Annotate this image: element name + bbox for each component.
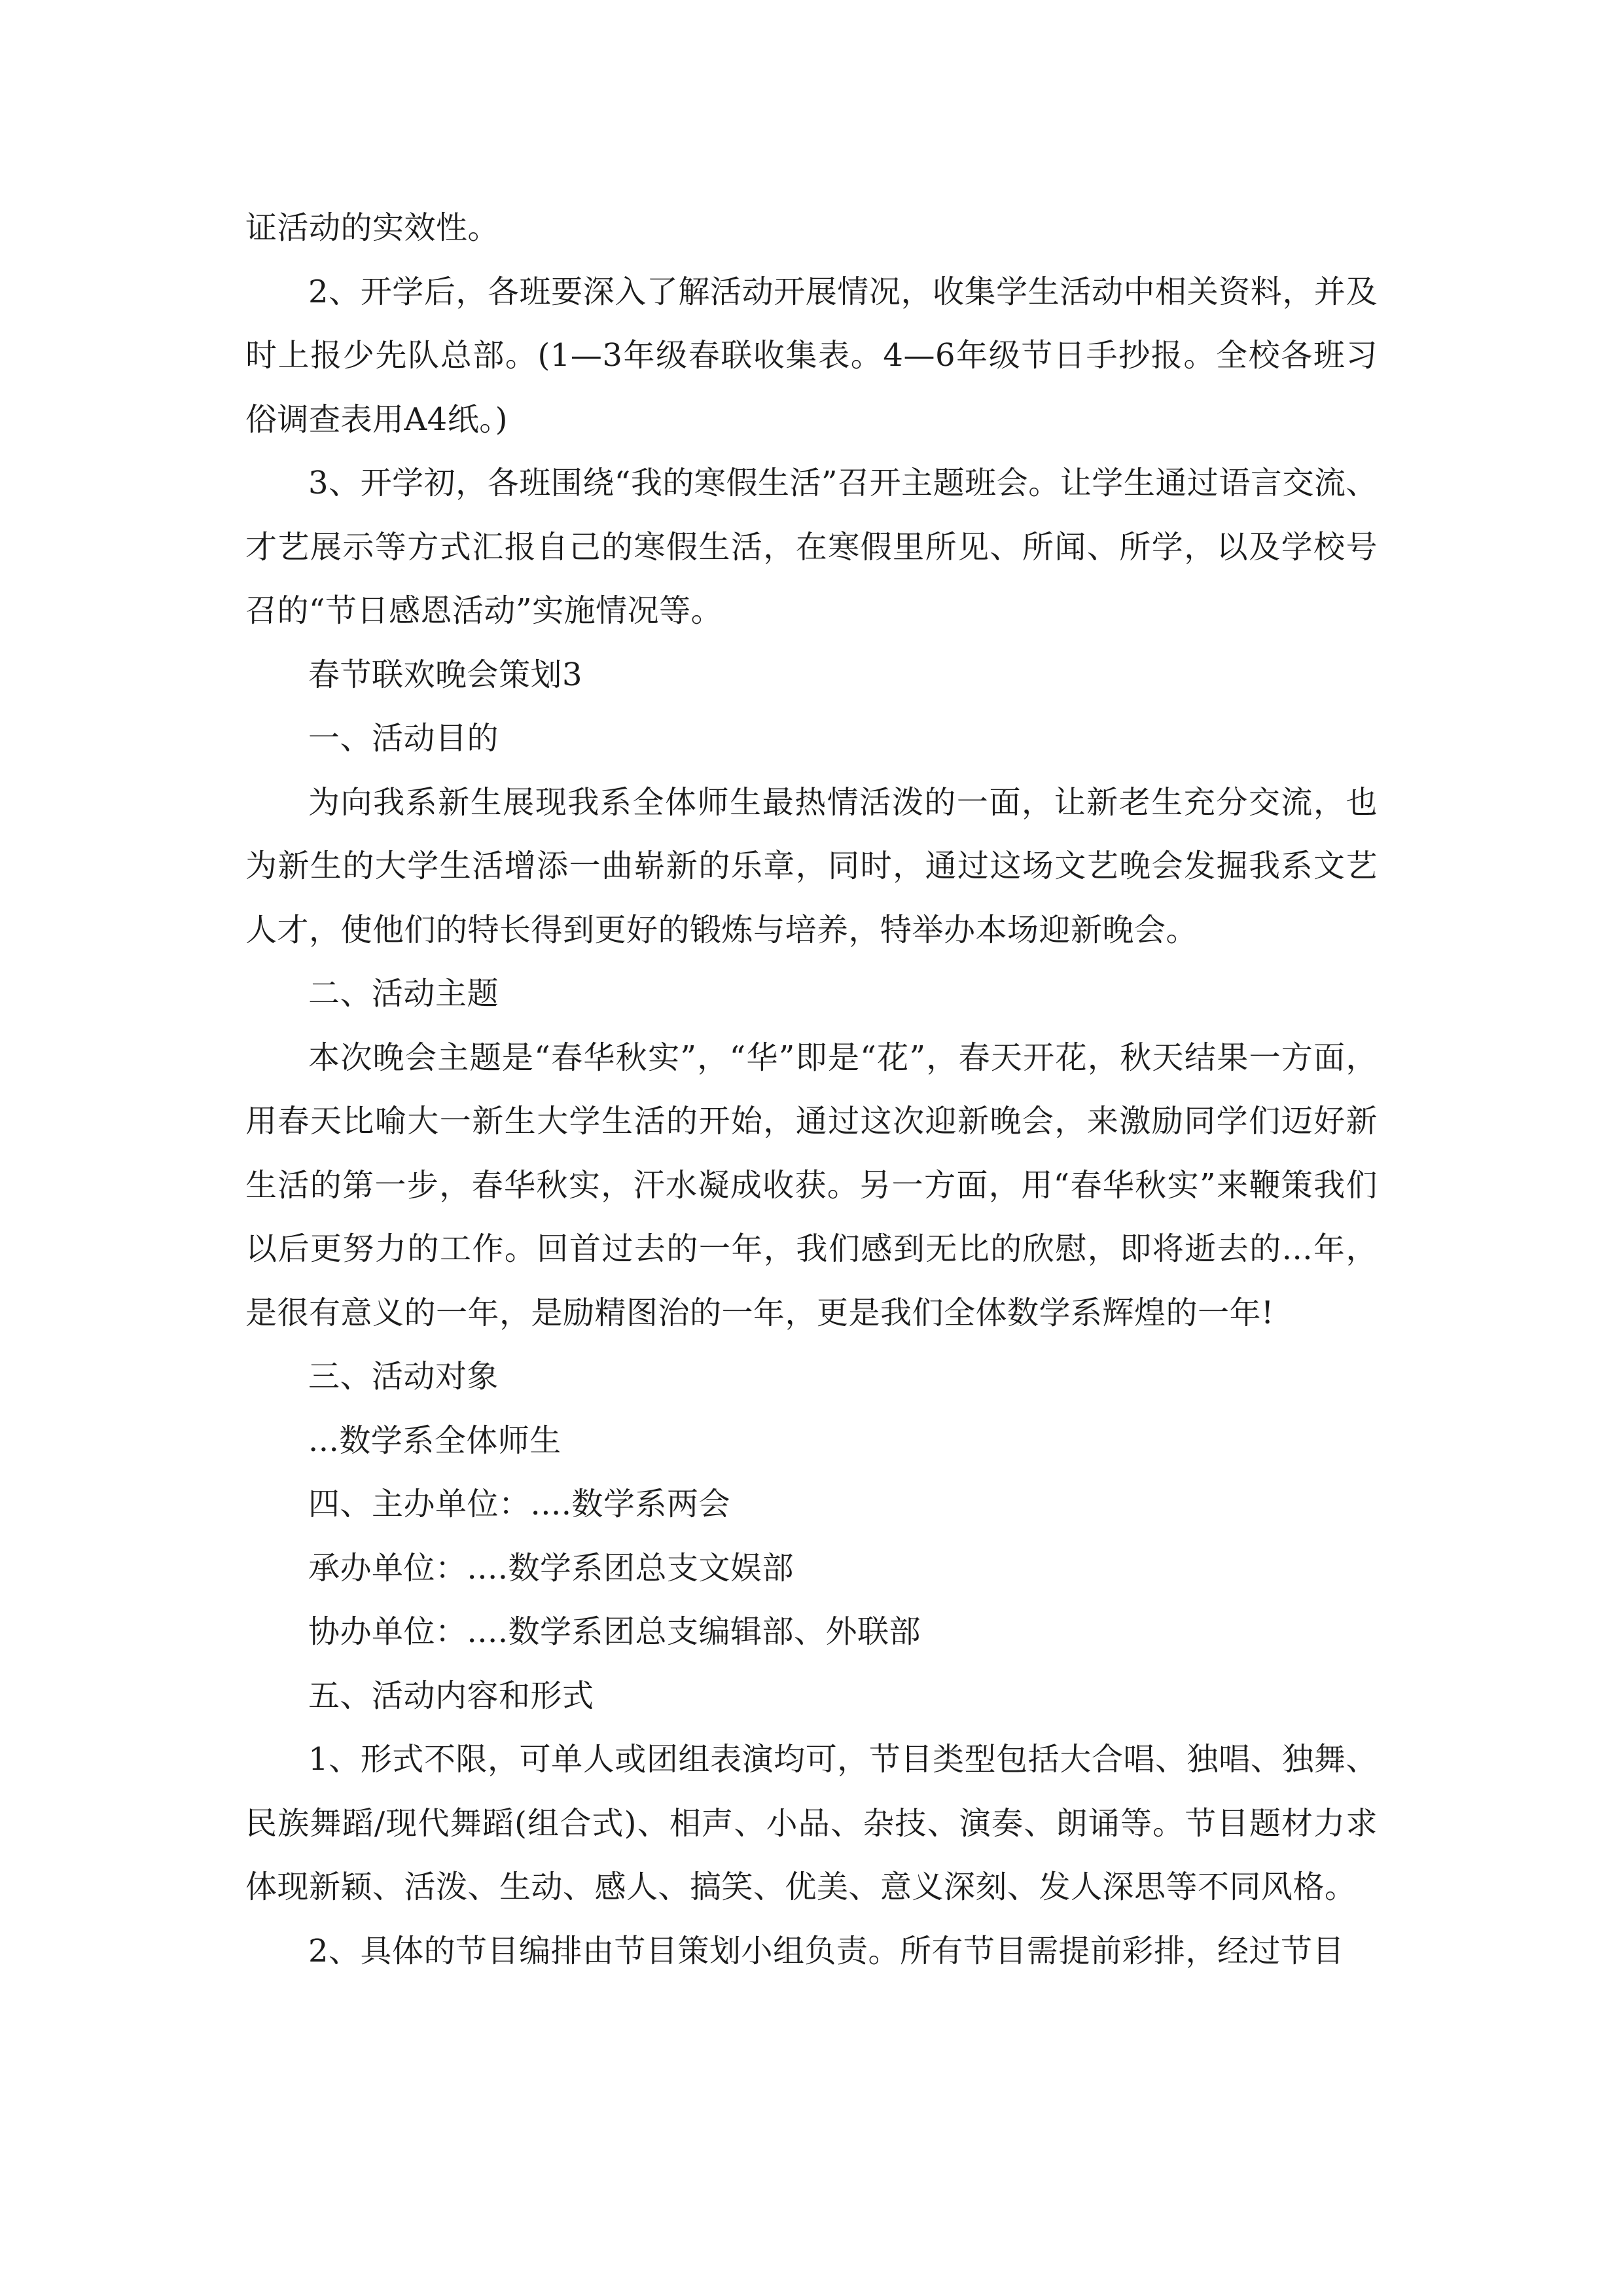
line-host: 承办单位：....数学系团总支文娱部	[308, 1549, 794, 1587]
paragraph-audience: ...数学系全体师生	[308, 1422, 562, 1459]
paragraph-continuation: 证活动的实效性。	[245, 209, 500, 246]
paragraph-theme: 本次晚会主题是“春华秋实”，“华”即是“花”，春天开花，秋天结果一方面，用春天比喻大一新生大学生活的开始，通过这次迎新晚会，来激励同学们迈好新生活的第一步，春华秋实，汗水凝成收获。另一方面，用“春华秋实”来鞭策我们以后更努力的工作。回首过去的一年，我们感到无比的欣慰，即将逝去的...年，是很有意义的一年，是励精图治的一年，更是我们全体数学系辉煌的一年!	[245, 1039, 1378, 1331]
paragraph-form-1: 1、形式不限，可单人或团组表演均可，节目类型包括大合唱、独唱、独舞、民族舞蹈/现代舞蹈(组合式)、相声、小品、杂技、演奏、朗诵等。节目题材力求体现新颖、活泼、生动、感人、搞笑、优美、意义深刻、发人深思等不同风格。	[245, 1741, 1378, 1905]
paragraph-item-2: 2、开学后，各班要深入了解活动开展情况，收集学生活动中相关资料，并及时上报少先队总部。(1—3年级春联收集表。4—6年级节日手抄报。全校各班习俗调查表用A4纸。)	[245, 273, 1378, 438]
line-organizer: 四、主办单位：....数学系两会	[308, 1486, 731, 1522]
heading-theme: 二、活动主题	[308, 975, 499, 1012]
heading-audience: 三、活动对象	[308, 1358, 499, 1395]
heading-content-form: 五、活动内容和形式	[308, 1677, 594, 1714]
line-co-organizer: 协办单位：....数学系团总支编辑部、外联部	[308, 1613, 921, 1650]
paragraph-form-2: 2、具体的节目编排由节目策划小组负责。所有节目需提前彩排，经过节目	[308, 1932, 1345, 1969]
section-title: 春节联欢晚会策划3	[308, 656, 583, 693]
heading-purpose: 一、活动目的	[308, 720, 499, 757]
paragraph-item-3: 3、开学初，各班围绕“我的寒假生活”召开主题班会。让学生通过语言交流、才艺展示等方式汇报自己的寒假生活，在寒假里所见、所闻、所学，以及学校号召的“节日感恩活动”实施情况等。	[245, 465, 1378, 629]
document-body	[245, 196, 1378, 1983]
paragraph-purpose: 为向我系新生展现我系全体师生最热情活泼的一面，让新老生充分交流，也为新生的大学生活增添一曲崭新的乐章，同时，通过这场文艺晚会发掘我系文艺人才，使他们的特长得到更好的锻炼与培养，特举办本场迎新晚会。	[245, 783, 1378, 948]
